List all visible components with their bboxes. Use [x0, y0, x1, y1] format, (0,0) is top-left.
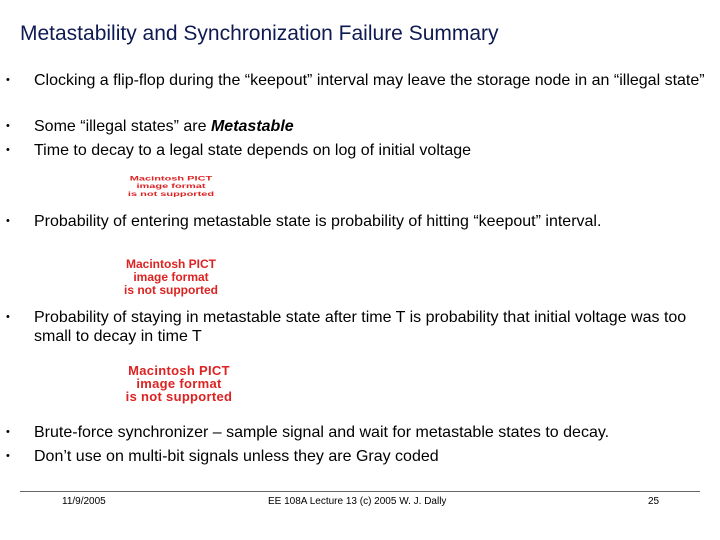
bullet-text: Time to decay to a legal state depends on log of initial voltage — [34, 142, 472, 159]
page-number: 25 — [648, 496, 660, 507]
placeholder-line: Macintosh PICT — [125, 257, 216, 271]
footer-date: 11/9/2005 — [62, 496, 106, 507]
bullet-text-emphasis: Metastable — [210, 118, 294, 135]
image-placeholder — [110, 258, 232, 297]
slide-title: Metastability and Synchronization Failure Summary — [20, 22, 499, 45]
image-placeholder — [96, 364, 262, 403]
bullet-glyph: • — [6, 311, 10, 323]
placeholder-line: image format — [133, 270, 209, 284]
placeholder-line: is not supported — [125, 389, 233, 404]
footer-course: EE 108A Lecture 13 (c) 2005 W. J. Dally — [268, 496, 447, 507]
bullet-text: Brute-force synchronizer – sample signal and wait for metastable states to decay. — [34, 424, 610, 441]
bullet-text — [34, 117, 709, 136]
footer-rule — [20, 491, 700, 492]
bullet-text: Probability of entering metastable state is probability of hitting “keepout” interval. — [34, 213, 602, 230]
placeholder-line: is not supported — [127, 190, 215, 197]
bullet-text: Don’t use on multi-bit signals unless they are Gray coded — [34, 448, 439, 465]
placeholder-line: image format — [136, 182, 206, 190]
bullet-text-prefix: Some “illegal states” are — [34, 118, 211, 135]
placeholder-line: is not supported — [124, 283, 218, 297]
image-placeholder — [86, 175, 256, 197]
bullet-glyph: • — [6, 120, 10, 132]
bullet-text: Clocking a flip-flop during the “keepout” interval may leave the storage node in an “illegal state” — [34, 72, 705, 89]
bullet-glyph: • — [6, 215, 10, 227]
placeholder-line: Macintosh PICT — [129, 175, 213, 183]
bullet-glyph: • — [6, 144, 10, 156]
slide-footer — [0, 491, 720, 521]
placeholder-line: image format — [136, 376, 222, 391]
bullet-glyph: • — [6, 450, 10, 462]
bullet-glyph: • — [6, 426, 10, 438]
placeholder-line: Macintosh PICT — [128, 363, 230, 378]
bullet-glyph: • — [6, 74, 10, 86]
bullet-text: Probability of staying in metastable state after time T is probability that initial voltage was too small to decay in time T — [34, 309, 687, 345]
